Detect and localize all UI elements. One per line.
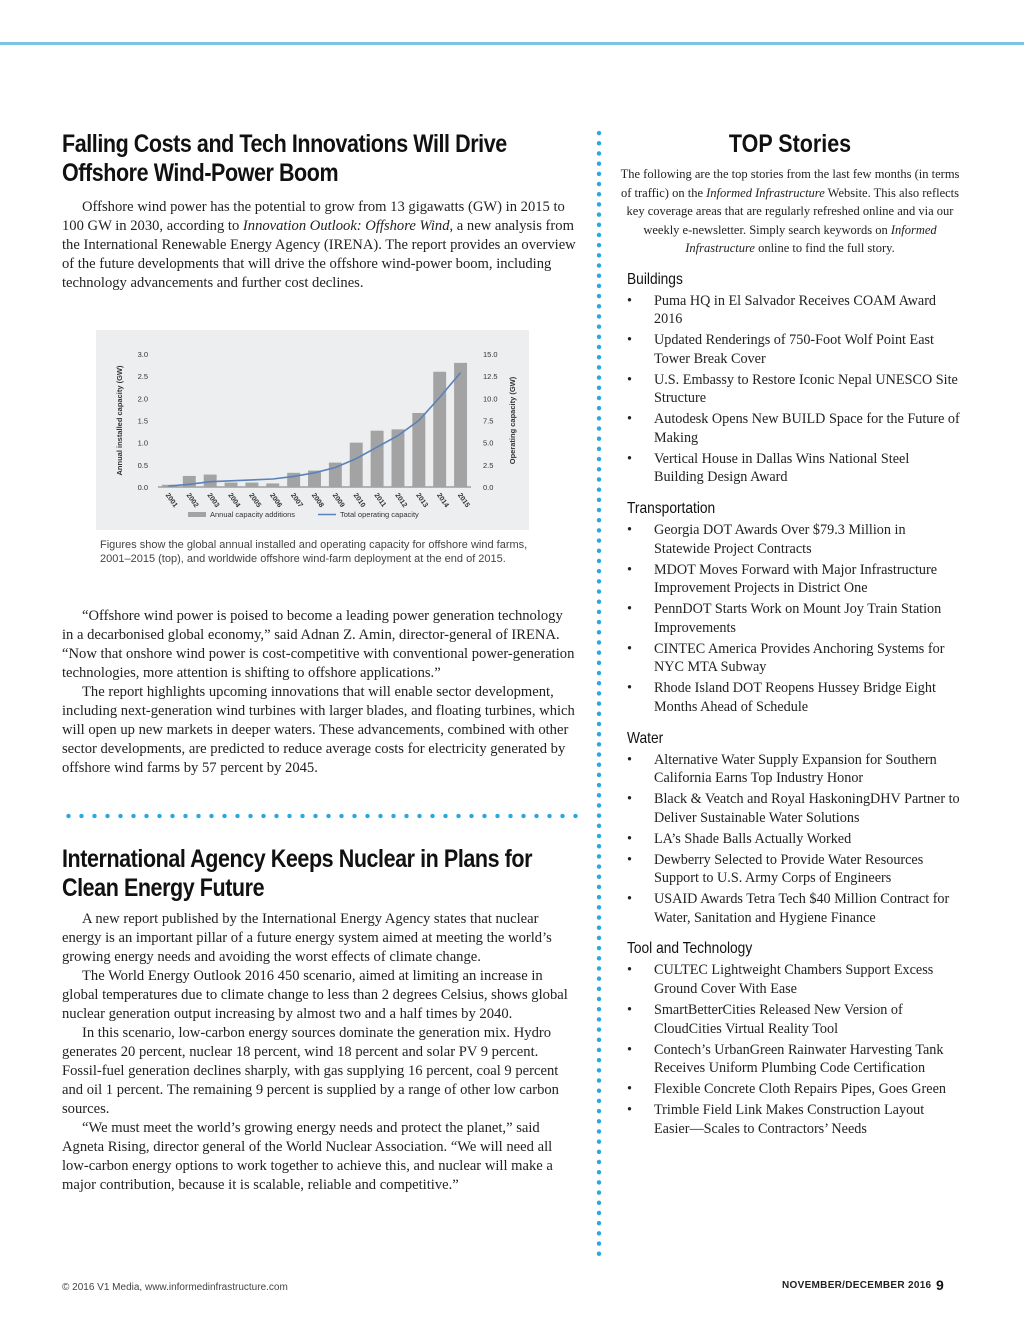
bullet-icon: • <box>627 450 632 467</box>
story-list <box>620 292 960 488</box>
y2-tick-label: 2.5 <box>483 460 494 470</box>
bullet-icon: • <box>627 1081 632 1098</box>
y-tick-label: 0.0 <box>137 483 148 492</box>
story-item[interactable] <box>620 679 960 716</box>
y-tick-label: 1.0 <box>137 438 148 448</box>
bullet-icon: • <box>627 680 632 697</box>
story-item[interactable] <box>620 790 960 827</box>
bullet-icon: • <box>627 561 632 578</box>
story-link[interactable]: Contech’s UrbanGreen Rainwater Harvesting Tank Receives Uniform Plumbing Code Certification <box>654 1041 944 1077</box>
story-link[interactable]: SmartBetterCities Released New Version of CloudCities Virtual Reality Tool <box>654 1001 903 1037</box>
sidebar-intro <box>620 165 960 258</box>
wind-capacity-chart <box>96 330 529 530</box>
story-item[interactable] <box>620 600 960 637</box>
bar <box>371 431 384 487</box>
y2-tick-label: 10.0 <box>483 394 498 404</box>
chart-caption: Figures show the global annual installed and operating capacity for offshore wind farms, 2001–2015 (top), and worldwide offshore wind-farm deployment at the end of 2015. <box>100 539 528 565</box>
story-list <box>620 751 960 928</box>
y2-tick-label: 0.0 <box>483 483 494 492</box>
y2-tick-label: 12.5 <box>483 372 498 382</box>
x-tick-label: 2002 <box>184 492 200 509</box>
top-rule <box>0 42 1024 45</box>
bullet-icon: • <box>627 1001 632 1018</box>
footer-issue: NOVEMBER/DECEMBER 2016 <box>782 1280 932 1291</box>
story-link[interactable]: Dewberry Selected to Provide Water Resources Support to U.S. Army Corps of Engineers <box>654 851 924 887</box>
article1-paragraph: “Offshore wind power is poised to become a leading power generation technology in a decarbonised global economy,” said Adnan Z. Amin, director-general of IRENA. “Now that onshore wind power is cost-competitive with conventional power-generation technologies, more attention is shifting to offshore applications.” <box>62 608 575 681</box>
bullet-icon: • <box>627 601 632 618</box>
bullet-icon: • <box>627 522 632 538</box>
story-link[interactable]: CULTEC Lightweight Chambers Support Excess Ground Cover With Ease <box>654 962 934 997</box>
y2-tick-label: 15.0 <box>483 350 498 359</box>
sidebar-title: TOP Stories <box>728 130 852 158</box>
story-item[interactable] <box>620 640 960 677</box>
x-tick-label: 2003 <box>205 492 221 509</box>
bullet-icon: • <box>627 891 632 908</box>
x-tick-label: 2004 <box>226 492 242 509</box>
article2-paragraph: In this scenario, low-carbon energy sources dominate the generation mix. Hydro generates 20 percent, nuclear 18 percent, wind 18 percent and solar PV 9 percent. Fossil-fuel generation declines sharply, with gas supplying 16 percent, coal 9 percent and oil 1 percent. The remaining 9 percent is supplied by a range of other low carbon sources. <box>62 1025 559 1117</box>
bullet-icon: • <box>627 292 632 309</box>
x-tick-label: 2011 <box>372 492 387 509</box>
legend-label: Annual capacity additions <box>210 510 296 519</box>
article2-paragraph: A new report published by the International Energy Agency states that nuclear energy is an important pillar of a future energy system aimed at meeting the world’s growing energy needs and avoiding the worst effects of climate change. <box>62 911 552 965</box>
bar <box>433 372 446 487</box>
story-item[interactable] <box>620 830 960 849</box>
bullet-icon: • <box>627 411 632 428</box>
article2-paragraph: “We must meet the world’s growing energy needs and protect the planet,” said Agneta Rising, director general of the World Nuclear Association. “We will need all low-carbon energy options to work together to achieve this, and nuclear will make a major contribution, because it is scalable, reliable and competitive.” <box>62 1120 553 1193</box>
article1-intro-publication: Innovation Outlook: Offshore Wind <box>242 218 450 234</box>
story-link[interactable]: U.S. Embassy to Restore Iconic Nepal UNESCO Site Structure <box>654 371 958 407</box>
story-item[interactable] <box>620 1001 960 1038</box>
story-item[interactable] <box>620 331 960 368</box>
story-item[interactable] <box>620 961 960 998</box>
bar <box>245 483 258 487</box>
story-item[interactable] <box>620 410 960 447</box>
y-tick-label: 2.0 <box>137 394 148 404</box>
y-tick-label: 2.5 <box>137 372 148 382</box>
x-tick-label: 2008 <box>309 492 325 509</box>
vertical-dotted-divider <box>595 128 603 1256</box>
y-axis-title: Annual installed capacity (GW) <box>115 365 124 476</box>
bar <box>225 483 238 487</box>
article1-body <box>62 607 577 778</box>
x-tick-label: 2012 <box>393 492 408 509</box>
bullet-icon: • <box>627 640 632 657</box>
story-item[interactable] <box>620 450 960 487</box>
bullet-icon: • <box>627 830 632 847</box>
article1-intro-text: Offshore wind power has the potential to grow from 13 gigawatts (GW) in 2015 to 100 GW in 2030, according to <box>62 199 565 234</box>
story-item[interactable] <box>620 292 960 329</box>
x-tick-label: 2001 <box>163 492 179 509</box>
section-heading: Transportation <box>627 500 716 517</box>
bar <box>350 443 363 487</box>
story-item[interactable] <box>620 1080 960 1099</box>
article2-paragraph: The World Energy Outlook 2016 450 scenario, aimed at limiting an increase in global temperatures due to climate change to less than 2 degrees Celsius, shows global nuclear generation output increasing by almost two and a half times by 2040. <box>62 968 568 1022</box>
chart-svg <box>96 330 529 530</box>
x-tick-label: 2014 <box>435 492 450 509</box>
x-tick-label: 2009 <box>330 492 346 509</box>
story-link[interactable]: Vertical House in Dallas Wins National Steel Building Design Award <box>654 450 910 486</box>
sidebar-intro-publication: Informed Infrastructure <box>706 185 825 200</box>
bullet-icon: • <box>627 1041 632 1058</box>
top-stories-sidebar <box>620 130 960 1141</box>
sidebar-intro-publication: Informed Infrastructure <box>685 222 937 255</box>
legend-label: Total operating capacity <box>340 510 419 519</box>
dotted-divider <box>62 813 582 819</box>
story-item[interactable] <box>620 561 960 598</box>
bullet-icon: • <box>627 751 632 768</box>
y-tick-label: 3.0 <box>137 350 148 359</box>
story-list <box>620 521 960 717</box>
footer-copyright: © 2016 V1 Media, www.informedinfrastructure.com <box>62 1282 288 1293</box>
y2-axis-title: Operating capacity (GW) <box>508 376 517 465</box>
y-tick-label: 1.5 <box>137 416 148 426</box>
x-tick-label: 2006 <box>268 492 283 509</box>
story-item[interactable] <box>620 521 960 558</box>
article2-title: International Agency Keeps Nuclear in Plans for Clean Energy Future <box>62 845 533 902</box>
bullet-icon: • <box>627 332 632 349</box>
article2-body <box>62 910 577 1195</box>
bullet-icon: • <box>627 851 632 868</box>
story-link[interactable]: Alternative Water Supply Expansion for Southern California Earns Top Industry Honor <box>654 751 937 787</box>
x-tick-label: 2005 <box>247 492 262 509</box>
bullet-icon: • <box>627 371 632 388</box>
story-link[interactable]: Black & Veatch and Royal HaskoningDHV Partner to Deliver Sustainable Water Solutions <box>654 791 960 826</box>
y2-tick-label: 5.0 <box>483 438 494 448</box>
x-tick-label: 2010 <box>351 492 367 509</box>
x-tick-label: 2013 <box>414 492 429 509</box>
article1-intro <box>62 198 577 293</box>
story-link[interactable]: LA’s Shade Balls Actually Worked <box>654 830 852 847</box>
story-link[interactable]: Puma HQ in El Salvador Receives COAM Award 2016 <box>654 292 937 328</box>
story-item[interactable] <box>620 1041 960 1078</box>
legend-bar-swatch <box>188 512 206 517</box>
story-item[interactable] <box>620 851 960 888</box>
bullet-icon: • <box>627 962 632 979</box>
y2-tick-label: 7.5 <box>483 416 494 426</box>
story-item[interactable] <box>620 371 960 408</box>
x-tick-label: 2015 <box>455 492 471 509</box>
sidebar-intro-text: Website. This also reflects key coverage areas that are regularly refreshed online and via our weekly e-newsletter. Simply search keywords on <box>626 185 960 237</box>
story-link[interactable]: MDOT Moves Forward with Major Infrastructure Improvement Projects in District One <box>654 561 938 597</box>
page-number: 9 <box>936 1277 944 1293</box>
bullet-icon: • <box>627 1102 632 1119</box>
y-tick-label: 0.5 <box>137 460 148 470</box>
story-link[interactable]: Georgia DOT Awards Over $79.3 Million in Statewide Project Contracts <box>654 522 906 557</box>
story-list <box>620 961 960 1138</box>
sidebar-intro-text: The following are the top stories from the last few months (in terms of traffic) on the <box>620 167 960 200</box>
story-item[interactable] <box>620 1101 960 1138</box>
x-tick-label: 2007 <box>288 492 304 509</box>
bar <box>454 363 467 487</box>
section-heading: Tool and Technology <box>627 940 753 958</box>
story-link[interactable]: PennDOT Starts Work on Mount Joy Train Station Improvements <box>654 601 942 636</box>
section-heading: Water <box>627 729 664 747</box>
article1-intro-text-end: , a new analysis from the International Renewable Energy Agency (IRENA). The report provides an overview of the future developments that will drive the offshore wind-power boom, including technology advancements and further cost declines. <box>62 218 576 291</box>
section-heading: Buildings <box>627 270 683 288</box>
story-link[interactable]: Trimble Field Link Makes Construction Layout Easier—Scales to Contractors’ Needs <box>654 1102 925 1137</box>
story-item[interactable] <box>620 751 960 788</box>
story-link[interactable]: Rhode Island DOT Reopens Hussey Bridge Eight Months Ahead of Schedule <box>654 680 936 715</box>
story-link[interactable]: USAID Awards Tetra Tech $40 Million Contract for Water, Sanitation and Hygiene Finance <box>654 891 950 926</box>
story-link[interactable]: CINTEC America Provides Anchoring Systems for NYC MTA Subway <box>654 640 945 676</box>
story-link[interactable]: Updated Renderings of 750-Foot Wolf Point East Tower Break Cover <box>654 332 934 367</box>
sidebar-intro-text: online to find the full story. <box>754 241 895 255</box>
sidebar-sections <box>620 270 960 1139</box>
story-link[interactable]: Autodesk Opens New BUILD Space for the Future of Making <box>654 411 960 446</box>
story-link[interactable]: Flexible Concrete Cloth Repairs Pipes, Goes Green <box>654 1081 946 1098</box>
article1-title: Falling Costs and Tech Innovations Will Drive Offshore Wind-Power Boom <box>62 130 507 187</box>
article1-paragraph: The report highlights upcoming innovations that will enable sector development, including next-generation wind turbines with larger blades, and floating turbines, which will open up new markets in deeper waters. These advancements, combined with other sector developments, are predicted to reduce average costs for electricity generated by offshore wind farms by 57 percent by 2045. <box>62 684 575 776</box>
bullet-icon: • <box>627 791 632 808</box>
bar <box>266 483 279 487</box>
story-item[interactable] <box>620 890 960 927</box>
